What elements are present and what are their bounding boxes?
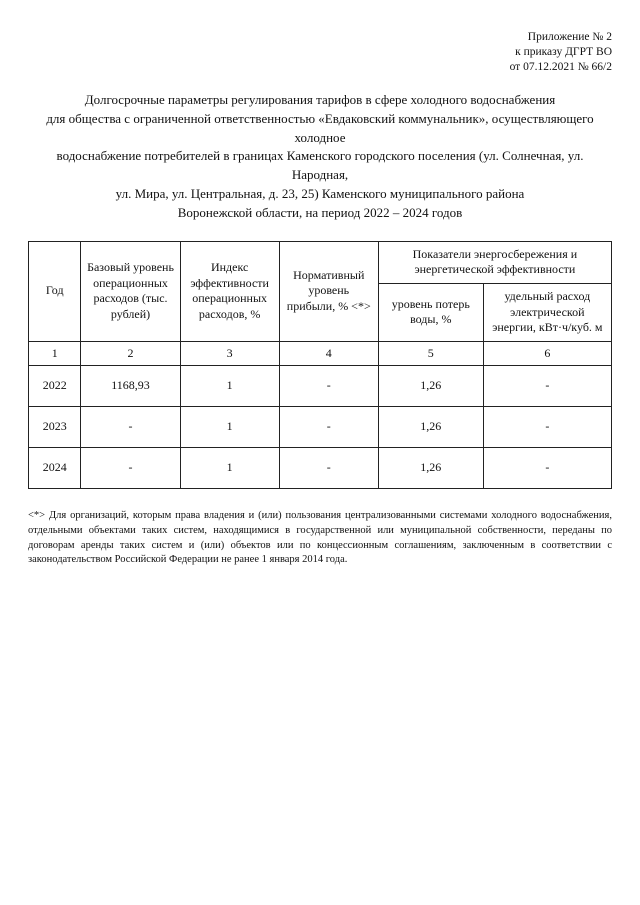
column-number: 1: [29, 341, 81, 366]
document-page: [28, 30, 612, 568]
cell-base-level: -: [81, 407, 180, 448]
title-line: водоснабжение потребителей в границах Каменского городского поселения (ул. Солнечная, ул. Народная,: [56, 148, 584, 183]
cell-year: 2023: [29, 407, 81, 448]
table-header-row: [29, 241, 612, 283]
table-row: [29, 448, 612, 489]
appendix-date: от 07.12.2021 № 66/2: [509, 60, 612, 73]
column-number-row: [29, 341, 612, 366]
appendix-order: к приказу ДГРТ ВО: [515, 45, 612, 58]
cell-year: 2024: [29, 448, 81, 489]
header-water-loss: уровень потерь воды, %: [378, 283, 483, 341]
cell-efficiency-index: 1: [180, 448, 279, 489]
cell-base-level: 1168,93: [81, 366, 180, 407]
cell-base-level: -: [81, 448, 180, 489]
cell-water-loss: 1,26: [378, 407, 483, 448]
cell-efficiency-index: 1: [180, 407, 279, 448]
column-number: 2: [81, 341, 180, 366]
header-efficiency-index: Индекс эффективности операционных расходов, %: [180, 241, 279, 341]
table-row: [29, 366, 612, 407]
cell-year: 2022: [29, 366, 81, 407]
header-base-level: Базовый уровень операционных расходов (тыс. рублей): [81, 241, 180, 341]
cell-profit-level: -: [279, 366, 378, 407]
footnote: <*> Для организаций, которым права владения и (или) пользования централизованными системами холодного водоснабжения, отдельными объектами таких систем, находящимися в государственной или муниципальной собственности, переданы по договорам аренды таких систем и (или) объектов или по концессионным соглашениям, заключенным в соответствии с законодательством Российской Федерации не ранее 1 января 2014 года.: [28, 510, 612, 566]
cell-water-loss: 1,26: [378, 366, 483, 407]
column-number: 4: [279, 341, 378, 366]
cell-electricity: -: [483, 448, 611, 489]
cell-profit-level: -: [279, 448, 378, 489]
title-line: Долгосрочные параметры регулирования тарифов в сфере холодного водоснабжения: [84, 91, 556, 107]
appendix-header: [28, 30, 612, 75]
table-row: [29, 407, 612, 448]
appendix-number: Приложение № 2: [527, 31, 612, 43]
document-title: [28, 91, 612, 223]
column-number: 3: [180, 341, 279, 366]
cell-electricity: -: [483, 407, 611, 448]
header-year: Год: [29, 241, 81, 341]
title-line: ул. Мира, ул. Центральная, д. 23, 25) Каменского муниципального района: [115, 186, 525, 202]
header-profit-level: Нормативный уровень прибыли, % <*>: [279, 241, 378, 341]
column-number: 6: [483, 341, 611, 366]
cell-water-loss: 1,26: [378, 448, 483, 489]
title-line: Воронежской области, на период 2022 – 2024 годов: [177, 204, 463, 220]
tariff-parameters-table: [28, 241, 612, 490]
cell-efficiency-index: 1: [180, 366, 279, 407]
cell-profit-level: -: [279, 407, 378, 448]
column-number: 5: [378, 341, 483, 366]
cell-electricity: -: [483, 366, 611, 407]
title-line: для общества с ограниченной ответственностью «Евдаковский коммунальник», осуществляющего холодное: [46, 110, 594, 145]
header-energy-group: Показатели энергосбережения и энергетической эффективности: [378, 241, 611, 283]
header-electricity: удельный расход электрической энергии, кВт·ч/куб. м: [483, 283, 611, 341]
